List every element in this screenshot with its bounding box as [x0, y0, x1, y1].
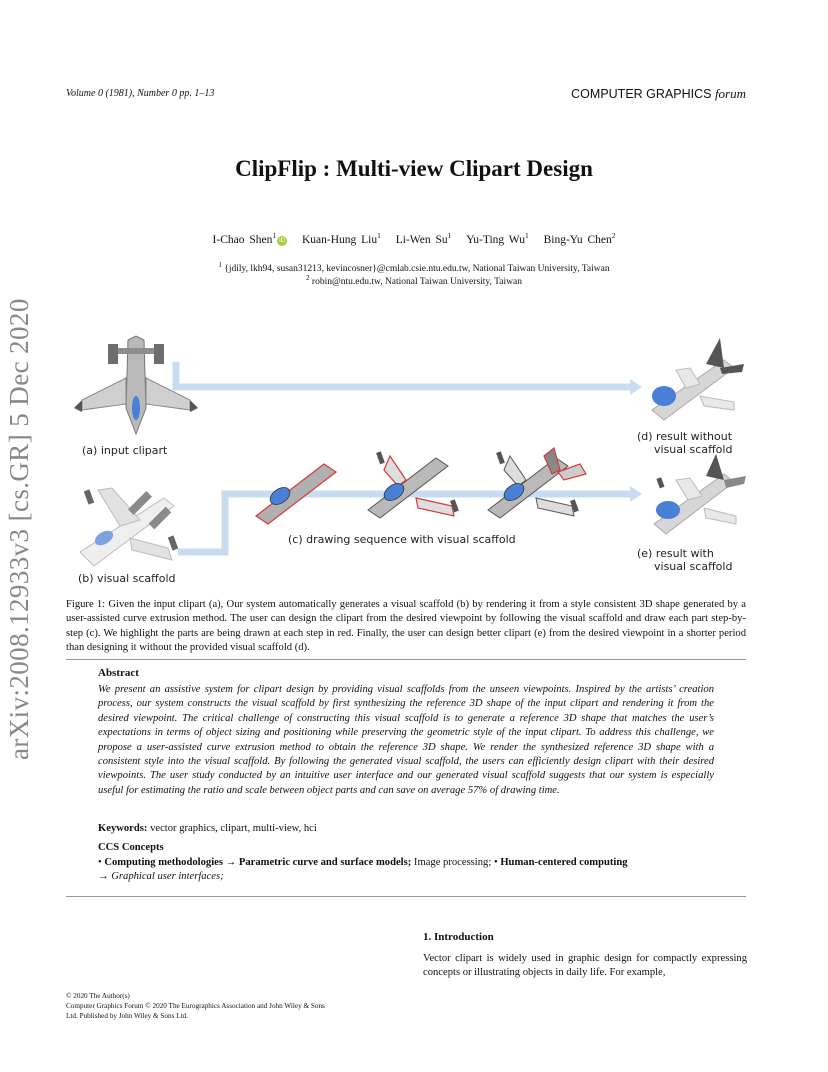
arrow-head-top — [630, 379, 642, 395]
ccs-concepts: • Computing methodologies → Parametric curve and surface models; Image processing; • Human-centered computing → Graphical user interfaces; — [98, 857, 628, 883]
abstract-text: We present an assistive system for clipart design by providing visual scaffolds from the unseen viewpoints. Inspired by the artists’ creation process, our system constructs the visual scaffold by first synthesizing the reference 3D shape of the input clipart and rendering it from the desired viewpoint. The critical challenge of constructing this visual scaffold is to generate a reference 3D shape that matches the user’s expectations in terms of object sizing and positioning while preserving the geometric style of the input clipart. To address this challenge, we propose a user-assisted curve extrusion method to obtain the reference 3D shape. We render the synthesized reference 3D shape with a consistent style into the visual scaffold. By following the generated visual scaffold, the users can efficiently design clipart with their desired viewpoints. The user study conducted by an intuitive user interface and our generated visual scaffold suggests that our system is especially useful for estimating the ratio and scale between object parts and can save on average 57% of drawing time. — [98, 684, 714, 796]
orcid-icon[interactable]: iD — [277, 236, 287, 246]
label-result-with: (e) result with — [637, 547, 714, 560]
arrow-head-bottom — [630, 486, 642, 502]
result-without-scaffold-jet — [652, 338, 744, 420]
flow-arrows — [176, 362, 630, 552]
label-visual-scaffold: (b) visual scaffold — [78, 572, 176, 585]
author: Bing-Yu Chen$^2$ — [543, 231, 616, 246]
keywords: Keywords: vector graphics, clipart, multi-view, hci — [98, 823, 317, 834]
figure-caption: Figure 1: Given the input clipart (a), Our system automatically generates a visual scaffold (b) by rendering it from a style consistent 3D shape generated by a user-assisted curve extrusion method. The user can design the clipart from the desired viewpoint by following the visual scaffold and draw each part step-by-step (c). We highlight the parts are being drawn at each step in red. Finally, the user can design better clipart (e) from the desired viewpoint in a shorter period than designing it without the provided visual scaffold (d). — [66, 599, 746, 654]
visual-scaffold-jet — [80, 488, 178, 566]
author: Yu-Ting Wu$^1$ — [466, 231, 529, 246]
section-heading-introduction: 1. Introduction — [423, 931, 494, 943]
author: I-Chao Shen$^1$iD — [213, 234, 288, 246]
affiliation: $^2$ robin@ntu.edu.tw, National Taiwan University, Taiwan — [306, 274, 522, 288]
label-result-without: (d) result without — [637, 430, 733, 443]
journal-volume: Volume 0 (1981), Number 0 pp. 1–13 — [66, 88, 215, 99]
author: Li-Wen Su$^1$ — [395, 231, 452, 246]
journal-name: COMPUTER GRAPHICS forum — [571, 86, 746, 101]
paper-title: ClipFlip : Multi-view Clipart Design — [235, 156, 593, 181]
ccs-heading: CCS Concepts — [98, 842, 164, 853]
teaser-figure — [60, 330, 760, 590]
copyright-footer: © 2020 The Author(s) Computer Graphics Forum © 2020 The Eurographics Association and John Wiley & Sons Ltd. Published by John Wiley & Sons Ltd. — [66, 992, 325, 1020]
label-drawing-sequence: (c) drawing sequence with visual scaffold — [288, 533, 516, 546]
label-result-with-2: visual scaffold — [654, 560, 733, 573]
abstract-heading: Abstract — [98, 667, 139, 679]
author-list — [0, 231, 828, 246]
affiliation: $^1$ {jdily, lkh94, susan31213, kevincosner}@cmlab.csie.ntu.edu.tw, National Taiwan University, Taiwan — [218, 261, 610, 275]
divider — [66, 896, 746, 897]
divider — [66, 659, 746, 660]
label-input-clipart: (a) input clipart — [82, 444, 168, 457]
result-with-scaffold-jet — [654, 454, 746, 534]
drawing-step-3 — [488, 448, 586, 518]
author: Kuan-Hung Liu$^1$ — [301, 231, 381, 246]
arxiv-identifier: arXiv:2008.12933v3 [cs.GR] 5 Dec 2020 — [4, 298, 34, 760]
drawing-step-2 — [368, 451, 459, 518]
introduction-text: Vector clipart is widely used in graphic design for compactly expressing concepts or illustrating objects in daily life. For example, — [423, 953, 747, 979]
label-result-without-2: visual scaffold — [654, 443, 733, 456]
